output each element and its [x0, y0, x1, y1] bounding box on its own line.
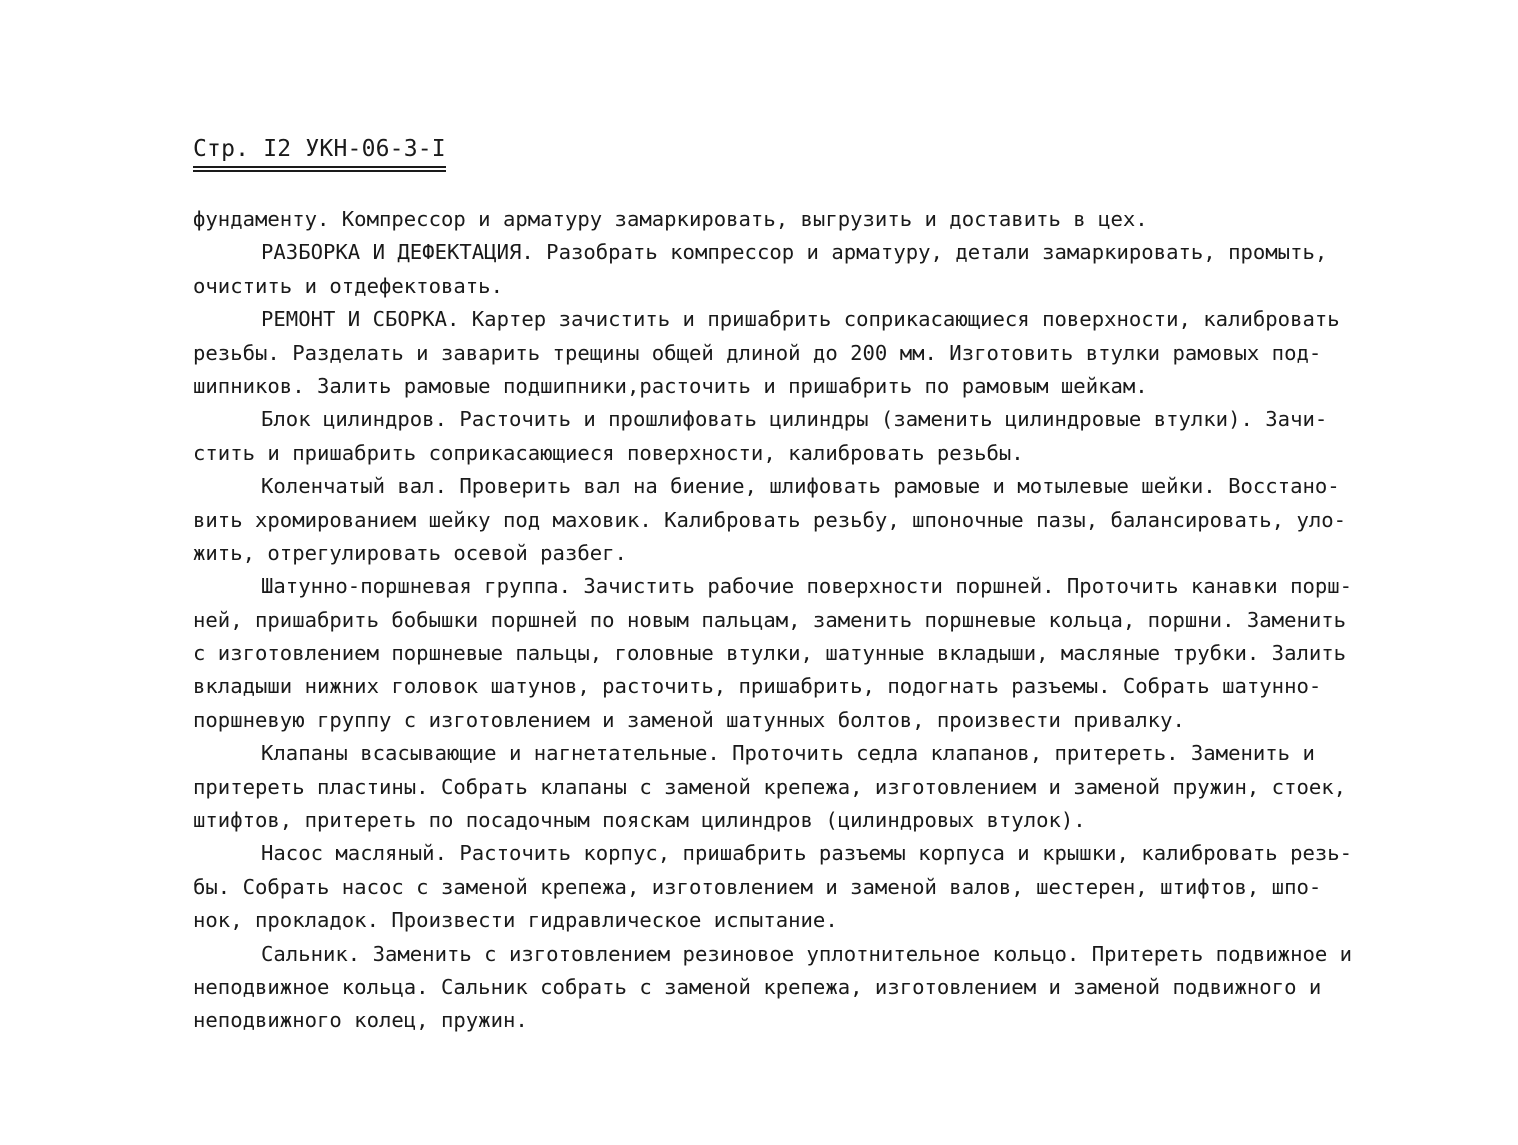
text-line: нок, прокладок. Произвести гидравлическое испытание.	[193, 908, 838, 933]
text-line: шипников. Залить рамовые подшипники,расточить и пришабрить по рамовым шейкам.	[193, 373, 1148, 398]
paragraph-first-line: Сальник. Заменить с изготовлением резиновое уплотнительное кольцо. Притереть подвижное и	[261, 941, 1353, 966]
text-line: вить хромированием шейку под маховик. Калибровать резьбу, шпоночные пазы, балансировать, уло-	[193, 507, 1347, 532]
text-line: поршневую группу с изготовлением и заменой шатунных болтов, произвести привалку.	[193, 707, 1185, 732]
text-line: неподвижное кольца. Сальник собрать с заменой крепежа, изготовлением и заменой подвижного и	[193, 974, 1322, 999]
paragraph-first-line: Коленчатый вал. Проверить вал на биение, шлифовать рамовые и мотылевые шейки. Восстано-	[261, 474, 1340, 499]
text-line: бы. Собрать насос с заменой крепежа, изготовлением и заменой валов, шестерен, штифтов, шпо-	[193, 874, 1322, 899]
text-line: жить, отрегулировать осевой разбег.	[193, 540, 627, 565]
paragraph-first-line: Насос масляный. Расточить корпус, пришабрить разъемы корпуса и крышки, калибровать резь-	[261, 841, 1353, 866]
text-line: ней, пришабрить бобышки поршней по новым пальцам, заменить поршневые кольца, поршни. Заменить	[193, 607, 1347, 632]
paragraph-first-line: РАЗБОРКА И ДЕФЕКТАЦИЯ. Разобрать компрессор и арматуру, детали замаркировать, промыть,	[261, 240, 1328, 265]
text-line: с изготовлением поршневые пальцы, головные втулки, шатунные вкладыши, масляные трубки. Залить	[193, 641, 1347, 666]
page-header: Стр. I2 УКН-06-3-I	[193, 136, 446, 168]
text-line: стить и пришабрить соприкасающиеся поверхности, калибровать резьбы.	[193, 440, 1024, 465]
paragraph-first-line: Клапаны всасывающие и нагнетательные. Проточить седла клапанов, притереть. Заменить и	[261, 741, 1315, 766]
text-line: фундаменту. Компрессор и арматуру замаркировать, выгрузить и доставить в цех.	[193, 207, 1148, 231]
paragraph-first-line: Шатунно-поршневая группа. Зачистить рабочие поверхности поршней. Проточить канавки порш-	[261, 574, 1353, 599]
text-line: вкладыши нижних головок шатунов, расточить, пришабрить, подогнать разъемы. Собрать шатунно-	[193, 674, 1322, 699]
text-line: очистить и отдефектовать.	[193, 273, 503, 298]
paragraph-first-line: Блок цилиндров. Расточить и прошлифовать цилиндры (заменить цилиндровые втулки). Зачи-	[261, 407, 1328, 432]
document-body	[193, 203, 1451, 1038]
text-line: резьбы. Разделать и заварить трещины общей длиной до 200 мм. Изготовить втулки рамовых под-	[193, 340, 1322, 365]
text-line: штифтов, притереть по посадочным пояскам цилиндров (цилиндровых втулок).	[193, 808, 1086, 833]
text-line: неподвижного колец, пружин.	[193, 1008, 528, 1033]
paragraph-first-line: РЕМОНТ И СБОРКА. Картер зачистить и пришабрить соприкасающиеся поверхности, калибровать	[261, 307, 1340, 332]
text-line: притереть пластины. Собрать клапаны с заменой крепежа, изготовлением и заменой пружин, стоек,	[193, 774, 1347, 799]
